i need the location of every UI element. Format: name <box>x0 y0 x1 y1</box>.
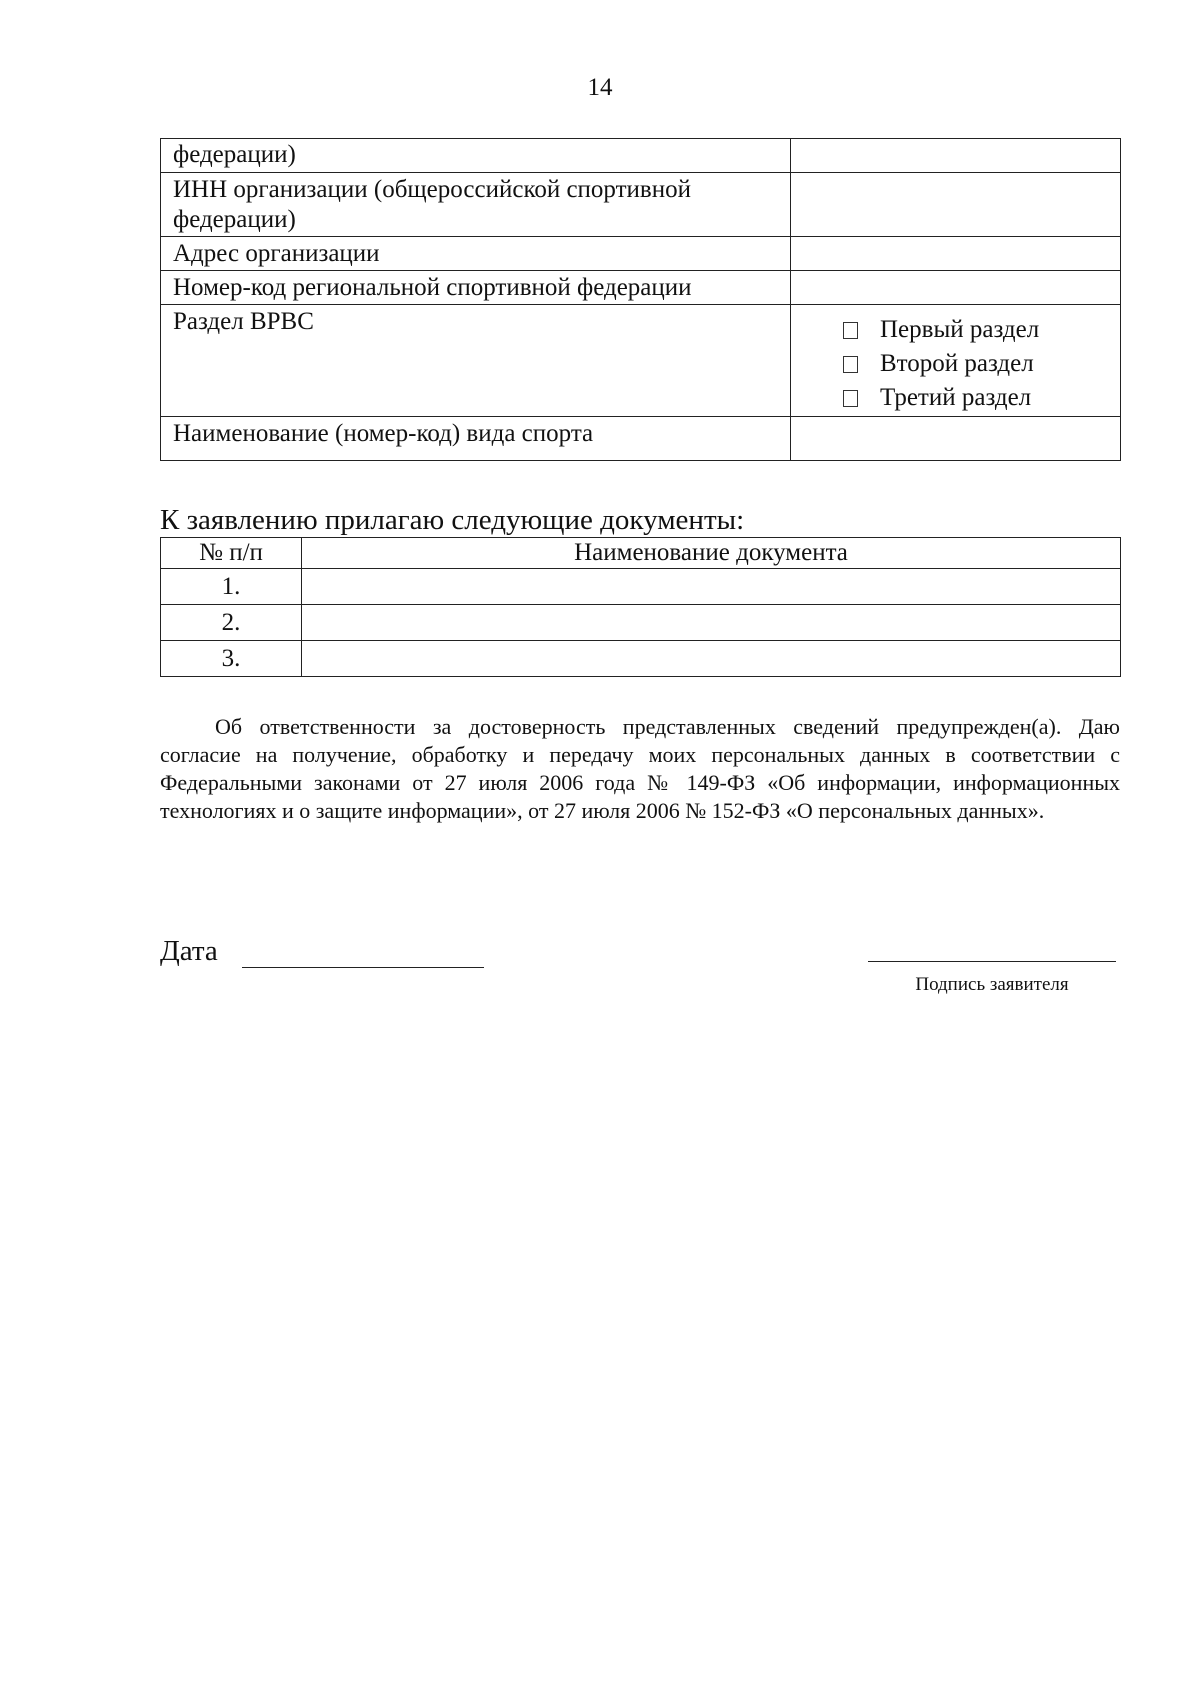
table-row <box>161 569 1121 605</box>
section-option-third[interactable] <box>843 381 1110 415</box>
row-number: 3. <box>161 641 302 677</box>
table-row <box>161 173 1121 237</box>
attachments-heading: К заявлению прилагаю следующие документы: <box>160 504 745 536</box>
sport-name-label: Наименование (номер-код) вида спорта <box>161 417 791 461</box>
responsibility-text: Об ответственности за достоверность представленных сведений предупрежден(а). Даю согласие на получение, обработку и передачу моих персональных данных в соответствии с Федеральными законами от 27 июля 2006 года № 149-ФЗ «Об информации, информационных технологиях и о защите информации», от 27 июля 2006 № 152-ФЗ «О персональных данных». <box>160 714 1120 823</box>
checkbox-icon[interactable] <box>843 356 858 373</box>
table-row <box>161 417 1121 461</box>
date-block <box>160 935 484 968</box>
table-header-row <box>161 538 1121 569</box>
row-label: федерации) <box>161 139 791 173</box>
table-row <box>161 605 1121 641</box>
option-label: Второй раздел <box>880 350 1034 377</box>
date-label: Дата <box>160 935 218 967</box>
table-row <box>161 271 1121 305</box>
section-options-cell <box>791 305 1121 417</box>
section-option-first[interactable] <box>843 313 1110 347</box>
column-header-document: Наименование документа <box>302 538 1121 569</box>
signature-caption: Подпись заявителя <box>915 974 1069 995</box>
document-name-field[interactable] <box>302 605 1121 641</box>
checkbox-icon[interactable] <box>843 322 858 339</box>
table-row <box>161 641 1121 677</box>
section-checkbox-list <box>803 313 1110 415</box>
applicant-info-table <box>160 138 1121 461</box>
row-number: 2. <box>161 605 302 641</box>
row-value-field[interactable] <box>791 139 1121 173</box>
inn-field[interactable] <box>791 173 1121 237</box>
page-number: 14 <box>587 74 613 101</box>
section-label: Раздел ВРВС <box>161 305 791 417</box>
option-label: Первый раздел <box>880 316 1040 343</box>
checkbox-icon[interactable] <box>843 390 858 407</box>
document-name-field[interactable] <box>302 641 1121 677</box>
attachments-table <box>160 537 1121 677</box>
responsibility-statement <box>160 713 1120 825</box>
row-number: 1. <box>161 569 302 605</box>
federation-code-field[interactable] <box>791 271 1121 305</box>
table-row <box>161 305 1121 417</box>
address-label: Адрес организации <box>161 237 791 271</box>
option-label: Третий раздел <box>880 384 1032 411</box>
date-field[interactable] <box>242 939 484 968</box>
document-name-field[interactable] <box>302 569 1121 605</box>
signature-field[interactable] <box>868 961 1116 962</box>
sport-name-field[interactable] <box>791 417 1121 461</box>
federation-code-label: Номер-код региональной спортивной федерации <box>161 271 791 305</box>
address-field[interactable] <box>791 237 1121 271</box>
column-header-number: № п/п <box>161 538 302 569</box>
section-option-second[interactable] <box>843 347 1110 381</box>
inn-label: ИНН организации (общероссийской спортивной федерации) <box>161 173 791 237</box>
table-row <box>161 237 1121 271</box>
table-row <box>161 139 1121 173</box>
